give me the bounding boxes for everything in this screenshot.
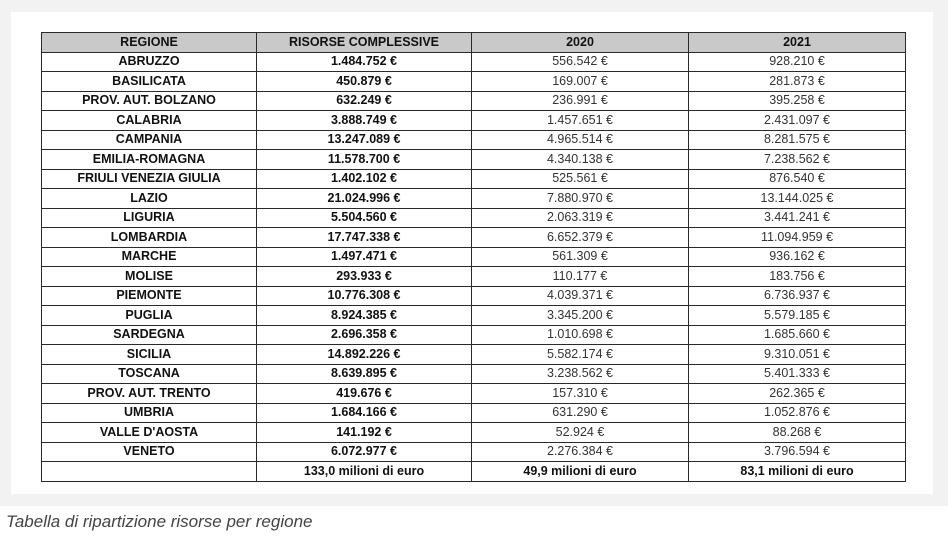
amount-2020-cell: 6.652.379 € xyxy=(472,228,689,248)
total-resources-cell: 11.578.700 € xyxy=(257,150,472,170)
total-resources-cell: 1.484.752 € xyxy=(257,52,472,72)
amount-2021-cell: 928.210 € xyxy=(689,52,906,72)
totals-label-cell xyxy=(42,462,257,482)
total-2020-cell: 49,9 milioni di euro xyxy=(472,462,689,482)
total-2021-cell: 83,1 milioni di euro xyxy=(689,462,906,482)
total-resources-cell: 450.879 € xyxy=(257,72,472,92)
amount-2021-cell: 183.756 € xyxy=(689,267,906,287)
region-cell: PROV. AUT. TRENTO xyxy=(42,384,257,404)
region-cell: FRIULI VENEZIA GIULIA xyxy=(42,169,257,189)
table-row xyxy=(42,52,906,72)
table-row xyxy=(42,423,906,443)
table-row xyxy=(42,208,906,228)
table-row xyxy=(42,364,906,384)
region-cell: LIGURIA xyxy=(42,208,257,228)
region-cell: SARDEGNA xyxy=(42,325,257,345)
amount-2021-cell: 88.268 € xyxy=(689,423,906,443)
region-cell: EMILIA-ROMAGNA xyxy=(42,150,257,170)
total-resources-cell: 419.676 € xyxy=(257,384,472,404)
region-cell: VENETO xyxy=(42,442,257,462)
table-header-row xyxy=(42,33,906,53)
amount-2021-cell: 281.873 € xyxy=(689,72,906,92)
total-resources-cell: 14.892.226 € xyxy=(257,345,472,365)
amount-2020-cell: 3.238.562 € xyxy=(472,364,689,384)
region-cell: MOLISE xyxy=(42,267,257,287)
amount-2020-cell: 110.177 € xyxy=(472,267,689,287)
total-resources-cell: 2.696.358 € xyxy=(257,325,472,345)
header-risorse-complessive: RISORSE COMPLESSIVE xyxy=(257,33,472,53)
table-image xyxy=(11,12,933,494)
amount-2021-cell: 2.431.097 € xyxy=(689,111,906,131)
header-2020: 2020 xyxy=(472,33,689,53)
table-row xyxy=(42,228,906,248)
region-cell: PUGLIA xyxy=(42,306,257,326)
total-resources-cell: 3.888.749 € xyxy=(257,111,472,131)
figure-caption: Tabella di ripartizione risorse per regione xyxy=(6,512,313,531)
header-regione: REGIONE xyxy=(42,33,257,53)
amount-2021-cell: 262.365 € xyxy=(689,384,906,404)
table-row xyxy=(42,169,906,189)
region-cell: CAMPANIA xyxy=(42,130,257,150)
table-body xyxy=(42,52,906,481)
region-cell: LAZIO xyxy=(42,189,257,209)
table-row xyxy=(42,286,906,306)
region-cell: LOMBARDIA xyxy=(42,228,257,248)
amount-2020-cell: 7.880.970 € xyxy=(472,189,689,209)
amount-2021-cell: 9.310.051 € xyxy=(689,345,906,365)
amount-2020-cell: 4.965.514 € xyxy=(472,130,689,150)
region-cell: ABRUZZO xyxy=(42,52,257,72)
amount-2021-cell: 3.796.594 € xyxy=(689,442,906,462)
amount-2020-cell: 631.290 € xyxy=(472,403,689,423)
table-row xyxy=(42,130,906,150)
table-row xyxy=(42,403,906,423)
total-resources-cell: 10.776.308 € xyxy=(257,286,472,306)
amount-2021-cell: 5.401.333 € xyxy=(689,364,906,384)
grand-total-cell: 133,0 milioni di euro xyxy=(257,462,472,482)
region-cell: MARCHE xyxy=(42,247,257,267)
amount-2021-cell: 1.685.660 € xyxy=(689,325,906,345)
totals-row xyxy=(42,462,906,482)
amount-2020-cell: 5.582.174 € xyxy=(472,345,689,365)
table-row xyxy=(42,306,906,326)
amount-2020-cell: 169.007 € xyxy=(472,72,689,92)
region-cell: VALLE D'AOSTA xyxy=(42,423,257,443)
amount-2020-cell: 525.561 € xyxy=(472,169,689,189)
table-row xyxy=(42,442,906,462)
table-row xyxy=(42,150,906,170)
amount-2021-cell: 5.579.185 € xyxy=(689,306,906,326)
amount-2020-cell: 52.924 € xyxy=(472,423,689,443)
total-resources-cell: 141.192 € xyxy=(257,423,472,443)
total-resources-cell: 17.747.338 € xyxy=(257,228,472,248)
amount-2021-cell: 936.162 € xyxy=(689,247,906,267)
table-row xyxy=(42,345,906,365)
table-row xyxy=(42,384,906,404)
amount-2021-cell: 7.238.562 € xyxy=(689,150,906,170)
total-resources-cell: 293.933 € xyxy=(257,267,472,287)
amount-2020-cell: 157.310 € xyxy=(472,384,689,404)
amount-2021-cell: 1.052.876 € xyxy=(689,403,906,423)
resources-table xyxy=(41,32,906,482)
amount-2021-cell: 395.258 € xyxy=(689,91,906,111)
table-row xyxy=(42,267,906,287)
amount-2020-cell: 1.457.651 € xyxy=(472,111,689,131)
table-row xyxy=(42,325,906,345)
amount-2020-cell: 556.542 € xyxy=(472,52,689,72)
total-resources-cell: 8.924.385 € xyxy=(257,306,472,326)
amount-2021-cell: 3.441.241 € xyxy=(689,208,906,228)
header-2021: 2021 xyxy=(689,33,906,53)
amount-2021-cell: 11.094.959 € xyxy=(689,228,906,248)
region-cell: BASILICATA xyxy=(42,72,257,92)
amount-2020-cell: 3.345.200 € xyxy=(472,306,689,326)
region-cell: PROV. AUT. BOLZANO xyxy=(42,91,257,111)
region-cell: TOSCANA xyxy=(42,364,257,384)
region-cell: SICILIA xyxy=(42,345,257,365)
total-resources-cell: 6.072.977 € xyxy=(257,442,472,462)
total-resources-cell: 632.249 € xyxy=(257,91,472,111)
total-resources-cell: 1.497.471 € xyxy=(257,247,472,267)
table-row xyxy=(42,91,906,111)
amount-2020-cell: 4.039.371 € xyxy=(472,286,689,306)
total-resources-cell: 5.504.560 € xyxy=(257,208,472,228)
region-cell: UMBRIA xyxy=(42,403,257,423)
total-resources-cell: 8.639.895 € xyxy=(257,364,472,384)
region-cell: PIEMONTE xyxy=(42,286,257,306)
total-resources-cell: 1.402.102 € xyxy=(257,169,472,189)
amount-2021-cell: 8.281.575 € xyxy=(689,130,906,150)
total-resources-cell: 21.024.996 € xyxy=(257,189,472,209)
amount-2020-cell: 2.276.384 € xyxy=(472,442,689,462)
amount-2020-cell: 4.340.138 € xyxy=(472,150,689,170)
amount-2020-cell: 2.063.319 € xyxy=(472,208,689,228)
table-row xyxy=(42,72,906,92)
amount-2021-cell: 6.736.937 € xyxy=(689,286,906,306)
amount-2021-cell: 876.540 € xyxy=(689,169,906,189)
table-row xyxy=(42,189,906,209)
amount-2020-cell: 1.010.698 € xyxy=(472,325,689,345)
region-cell: CALABRIA xyxy=(42,111,257,131)
table-row xyxy=(42,111,906,131)
amount-2020-cell: 236.991 € xyxy=(472,91,689,111)
amount-2021-cell: 13.144.025 € xyxy=(689,189,906,209)
amount-2020-cell: 561.309 € xyxy=(472,247,689,267)
table-row xyxy=(42,247,906,267)
total-resources-cell: 13.247.089 € xyxy=(257,130,472,150)
total-resources-cell: 1.684.166 € xyxy=(257,403,472,423)
